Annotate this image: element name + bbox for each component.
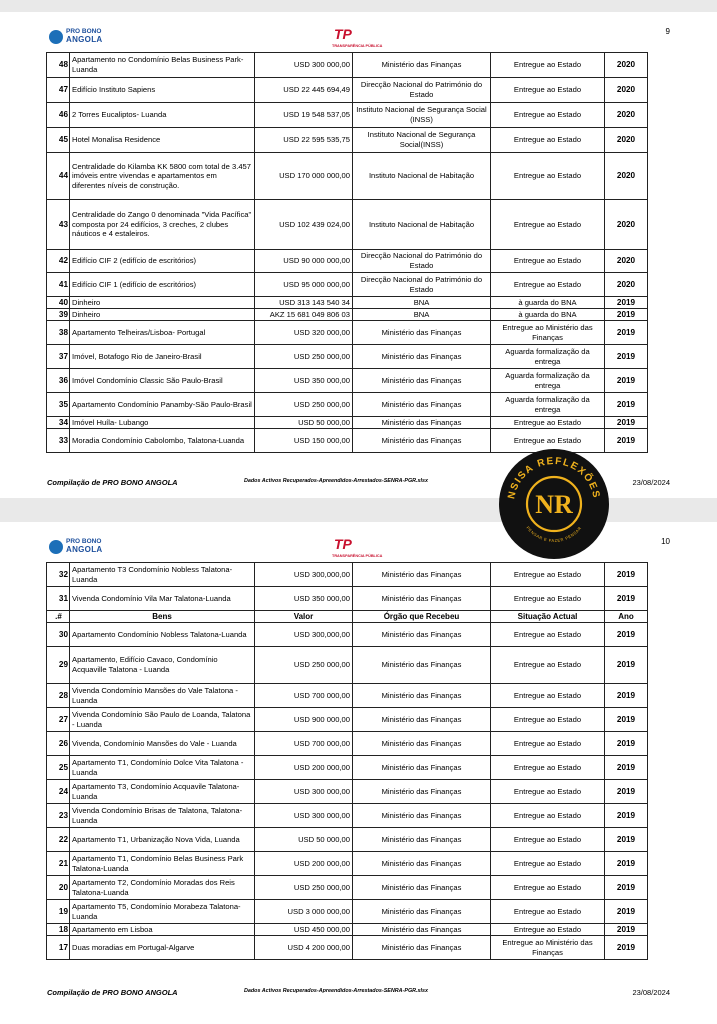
cell-valor: USD 3 000 000,00 bbox=[255, 900, 353, 924]
cell-valor: USD 450 000,00 bbox=[255, 924, 353, 936]
cell-valor: USD 300,000,00 bbox=[255, 563, 353, 587]
cell-bens: Edifício CIF 2 (edifício de escritórios) bbox=[70, 250, 255, 273]
cell-valor: USD 313 143 540 34 bbox=[255, 297, 353, 309]
assets-table bbox=[46, 52, 648, 453]
cell-n: 42 bbox=[47, 250, 70, 273]
table-row bbox=[47, 297, 648, 309]
cell-orgao: Ministério das Finanças bbox=[353, 321, 491, 345]
cell-orgao: Ministério das Finanças bbox=[353, 587, 491, 611]
cell-ano: 2019 bbox=[605, 393, 648, 417]
table-row bbox=[47, 684, 648, 708]
cell-ano: 2019 bbox=[605, 563, 648, 587]
cell-n: 24 bbox=[47, 780, 70, 804]
cell-ano: 2020 bbox=[605, 103, 648, 128]
cell-n: 26 bbox=[47, 732, 70, 756]
footer-compilation: Compilação de PRO BONO ANGOLA bbox=[47, 988, 178, 997]
cell-bens: Edifício Instituto Sapiens bbox=[70, 78, 255, 103]
cell-bens: Vivenda, Condomínio Mansões do Vale - Luanda bbox=[70, 732, 255, 756]
cell-ano: 2019 bbox=[605, 417, 648, 429]
footer-date: 23/08/2024 bbox=[632, 478, 670, 487]
cell-bens: Moradia Condomínio Cabolombo, Talatona-Luanda bbox=[70, 429, 255, 453]
cell-bens: Centralidade do Zango 0 denominada "Vida Pacífica" composta por 24 edifícios, 3 creches, 2 clubes náuticos e 4 estaleiros. bbox=[70, 200, 255, 250]
cell-situacao: Entregue ao Estado bbox=[491, 708, 605, 732]
cell-bens: Apartamento T1, Condomínio Belas Business Park Talatona-Luanda bbox=[70, 852, 255, 876]
cell-situacao: Entregue ao Estado bbox=[491, 250, 605, 273]
cell-valor: USD 4 200 000,00 bbox=[255, 936, 353, 960]
table-row bbox=[47, 200, 648, 250]
cell-ano: 2020 bbox=[605, 128, 648, 153]
cell-orgao: Ministério das Finanças bbox=[353, 393, 491, 417]
cell-valor: USD 50 000,00 bbox=[255, 828, 353, 852]
cell-orgao: Ministério das Finanças bbox=[353, 876, 491, 900]
cell-bens: Apartamento Telheiras/Lisboa- Portugal bbox=[70, 321, 255, 345]
cell-orgao: Ministério das Finanças bbox=[353, 417, 491, 429]
table-row bbox=[47, 250, 648, 273]
cell-orgao: Ministério das Finanças bbox=[353, 852, 491, 876]
cell-n: 48 bbox=[47, 53, 70, 78]
cell-ano: 2019 bbox=[605, 900, 648, 924]
tp-mark: TP bbox=[334, 26, 352, 42]
cell-ano: 2019 bbox=[605, 804, 648, 828]
table-row bbox=[47, 936, 648, 960]
cell-valor: USD 300 000,00 bbox=[255, 780, 353, 804]
cell-n: .# bbox=[47, 611, 70, 623]
cell-orgao: Direcção Nacional do Património do Estado bbox=[353, 78, 491, 103]
cell-n: 31 bbox=[47, 587, 70, 611]
cell-valor: USD 22 595 535,75 bbox=[255, 128, 353, 153]
cell-n: 27 bbox=[47, 708, 70, 732]
table-row bbox=[47, 876, 648, 900]
cell-ano: 2019 bbox=[605, 429, 648, 453]
cell-valor: AKZ 15 681 049 806 03 bbox=[255, 309, 353, 321]
footer-date: 23/08/2024 bbox=[632, 988, 670, 997]
nsisa-reflexoes-seal bbox=[498, 448, 610, 560]
table-row bbox=[47, 828, 648, 852]
cell-valor: USD 700 000,00 bbox=[255, 684, 353, 708]
transparencia-publica-logo bbox=[332, 26, 392, 52]
cell-situacao: Entregue ao Estado bbox=[491, 852, 605, 876]
cell-valor: USD 250 000,00 bbox=[255, 345, 353, 369]
cell-bens: Apartamento Condomínio Panamby-São Paulo-Brasil bbox=[70, 393, 255, 417]
cell-situacao: Entregue ao Estado bbox=[491, 647, 605, 684]
table-row bbox=[47, 563, 648, 587]
cell-bens: Bens bbox=[70, 611, 255, 623]
cell-ano: 2019 bbox=[605, 587, 648, 611]
cell-n: 30 bbox=[47, 623, 70, 647]
cell-orgao: Ministério das Finanças bbox=[353, 53, 491, 78]
cell-situacao: Aguarda formalização da entrega bbox=[491, 369, 605, 393]
cell-bens: Vivenda Condomínio Vila Mar Talatona-Luanda bbox=[70, 587, 255, 611]
table-row bbox=[47, 53, 648, 78]
assets-table bbox=[46, 562, 648, 960]
cell-orgao: Ministério das Finanças bbox=[353, 924, 491, 936]
cell-orgao: Órgão que Recebeu bbox=[353, 611, 491, 623]
cell-orgao: Ministério das Finanças bbox=[353, 828, 491, 852]
cell-n: 39 bbox=[47, 309, 70, 321]
cell-situacao: Entregue ao Estado bbox=[491, 429, 605, 453]
globe-icon bbox=[49, 540, 63, 554]
cell-valor: USD 170 000 000,00 bbox=[255, 153, 353, 200]
cell-bens: Centralidade do Kilamba KK 5800 com total de 3.457 imóveis entre vivendas e apartamentos em diferentes níveis de construção. bbox=[70, 153, 255, 200]
cell-ano: 2019 bbox=[605, 828, 648, 852]
cell-ano: 2020 bbox=[605, 78, 648, 103]
cell-bens: Vivenda Condomínio Mansões do Vale Talatona - Luanda bbox=[70, 684, 255, 708]
cell-n: 19 bbox=[47, 900, 70, 924]
cell-situacao: Entregue ao Estado bbox=[491, 103, 605, 128]
pro-bono-angola-logo bbox=[49, 28, 109, 48]
seal-top-text: NSISA REFLEXÕES bbox=[506, 455, 602, 500]
document-page-10 bbox=[0, 522, 717, 1024]
cell-valor: USD 200 000,00 bbox=[255, 756, 353, 780]
cell-orgao: Ministério das Finanças bbox=[353, 647, 491, 684]
cell-orgao: Ministério das Finanças bbox=[353, 684, 491, 708]
table-row bbox=[47, 900, 648, 924]
cell-situacao: Entregue ao Estado bbox=[491, 732, 605, 756]
transparencia-publica-logo bbox=[332, 536, 392, 562]
cell-valor: USD 320 000,00 bbox=[255, 321, 353, 345]
cell-bens: Apartamento T1, Condomínio Dolce Vita Talatona - Luanda bbox=[70, 756, 255, 780]
cell-situacao: Entregue ao Estado bbox=[491, 756, 605, 780]
footer-filename: Dados Activos Recuperados-Apreendidos-Arrestados-SENRA-PGR.xlsx bbox=[244, 478, 429, 484]
cell-orgao: Ministério das Finanças bbox=[353, 369, 491, 393]
cell-situacao: Entregue ao Estado bbox=[491, 587, 605, 611]
cell-ano: 2019 bbox=[605, 876, 648, 900]
cell-n: 22 bbox=[47, 828, 70, 852]
cell-orgao: Ministério das Finanças bbox=[353, 708, 491, 732]
cell-orgao: Direcção Nacional do Património do Estado bbox=[353, 250, 491, 273]
cell-bens: Vivenda Condomínio Brisas de Talatona, Talatona-Luanda bbox=[70, 804, 255, 828]
seal-bottom-text: PENSAR E FAZER PENSAR bbox=[525, 525, 583, 544]
table-row bbox=[47, 708, 648, 732]
cell-orgao: Ministério das Finanças bbox=[353, 623, 491, 647]
cell-situacao: Entregue ao Estado bbox=[491, 684, 605, 708]
table-row bbox=[47, 417, 648, 429]
cell-situacao: à guarda do BNA bbox=[491, 297, 605, 309]
footer-compilation: Compilação de PRO BONO ANGOLA bbox=[47, 478, 178, 487]
table-row bbox=[47, 587, 648, 611]
logo-text-line1: PRO BONO bbox=[66, 28, 102, 35]
cell-orgao: Instituto Nacional de Segurança Social(INSS) bbox=[353, 128, 491, 153]
cell-n: 18 bbox=[47, 924, 70, 936]
cell-orgao: Ministério das Finanças bbox=[353, 732, 491, 756]
cell-n: 45 bbox=[47, 128, 70, 153]
cell-situacao: Entregue ao Estado bbox=[491, 563, 605, 587]
cell-ano: 2019 bbox=[605, 623, 648, 647]
cell-n: 43 bbox=[47, 200, 70, 250]
cell-orgao: BNA bbox=[353, 297, 491, 309]
table-row bbox=[47, 273, 648, 297]
cell-orgao: Ministério das Finanças bbox=[353, 345, 491, 369]
cell-ano: 2019 bbox=[605, 732, 648, 756]
cell-bens: Apartamento Condomínio Nobless Talatona-Luanda bbox=[70, 623, 255, 647]
table-row bbox=[47, 78, 648, 103]
cell-n: 36 bbox=[47, 369, 70, 393]
cell-orgao: Ministério das Finanças bbox=[353, 804, 491, 828]
cell-n: 25 bbox=[47, 756, 70, 780]
cell-bens: Apartamento, Edifício Cavaco, Condomínio Acquaville Talatona - Luanda bbox=[70, 647, 255, 684]
cell-ano: 2020 bbox=[605, 153, 648, 200]
table-header-row bbox=[47, 611, 648, 623]
cell-n: 23 bbox=[47, 804, 70, 828]
cell-ano: 2019 bbox=[605, 708, 648, 732]
cell-bens: Apartamento em Lisboa bbox=[70, 924, 255, 936]
table-row bbox=[47, 852, 648, 876]
cell-bens: Dinheiro bbox=[70, 297, 255, 309]
cell-orgao: Ministério das Finanças bbox=[353, 563, 491, 587]
table-row bbox=[47, 153, 648, 200]
cell-bens: Imóvel, Botafogo Rio de Janeiro-Brasil bbox=[70, 345, 255, 369]
cell-bens: Hotel Monalisa Residence bbox=[70, 128, 255, 153]
cell-orgao: BNA bbox=[353, 309, 491, 321]
cell-bens: Apartamento T3 Condomínio Nobless Talatona-Luanda bbox=[70, 563, 255, 587]
cell-n: 32 bbox=[47, 563, 70, 587]
cell-situacao: Entregue ao Ministério das Finanças bbox=[491, 936, 605, 960]
cell-n: 47 bbox=[47, 78, 70, 103]
cell-ano: 2020 bbox=[605, 53, 648, 78]
cell-valor: USD 350 000,00 bbox=[255, 587, 353, 611]
table-row bbox=[47, 780, 648, 804]
cell-ano: 2020 bbox=[605, 200, 648, 250]
cell-valor: USD 102 439 024,00 bbox=[255, 200, 353, 250]
cell-situacao: Entregue ao Estado bbox=[491, 780, 605, 804]
cell-n: 41 bbox=[47, 273, 70, 297]
cell-orgao: Ministério das Finanças bbox=[353, 756, 491, 780]
cell-situacao: Entregue ao Estado bbox=[491, 924, 605, 936]
cell-ano: 2019 bbox=[605, 756, 648, 780]
cell-n: 17 bbox=[47, 936, 70, 960]
cell-n: 38 bbox=[47, 321, 70, 345]
cell-ano: 2019 bbox=[605, 321, 648, 345]
cell-situacao: Entregue ao Estado bbox=[491, 153, 605, 200]
cell-ano: 2019 bbox=[605, 297, 648, 309]
cell-orgao: Ministério das Finanças bbox=[353, 429, 491, 453]
cell-valor: USD 19 548 537,05 bbox=[255, 103, 353, 128]
table-row bbox=[47, 103, 648, 128]
cell-situacao: Entregue ao Estado bbox=[491, 128, 605, 153]
page-number: 9 bbox=[665, 27, 670, 36]
cell-n: 28 bbox=[47, 684, 70, 708]
tp-mark: TP bbox=[334, 536, 352, 552]
cell-orgao: Instituto Nacional de Segurança Social (INSS) bbox=[353, 103, 491, 128]
cell-valor: USD 150 000,00 bbox=[255, 429, 353, 453]
cell-ano: Ano bbox=[605, 611, 648, 623]
cell-bens: Vivenda Condomínio São Paulo de Loanda, Talatona - Luanda bbox=[70, 708, 255, 732]
cell-ano: 2020 bbox=[605, 273, 648, 297]
cell-valor: USD 350 000,00 bbox=[255, 369, 353, 393]
cell-situacao: Entregue ao Estado bbox=[491, 200, 605, 250]
cell-valor: USD 250 000,00 bbox=[255, 876, 353, 900]
table-row bbox=[47, 393, 648, 417]
cell-n: 40 bbox=[47, 297, 70, 309]
cell-bens: Duas moradias em Portugal-Algarve bbox=[70, 936, 255, 960]
cell-ano: 2019 bbox=[605, 936, 648, 960]
cell-n: 37 bbox=[47, 345, 70, 369]
cell-valor: USD 95 000 000,00 bbox=[255, 273, 353, 297]
seal-monogram: NR bbox=[535, 490, 573, 519]
tp-subtitle: TRANSPARÊNCIA PÚBLICA bbox=[332, 554, 383, 558]
cell-valor: USD 250 000,00 bbox=[255, 393, 353, 417]
cell-ano: 2019 bbox=[605, 345, 648, 369]
cell-orgao: Instituto Nacional de Habitação bbox=[353, 153, 491, 200]
cell-bens: Dinheiro bbox=[70, 309, 255, 321]
cell-bens: Apartamento T1, Urbanização Nova Vida, Luanda bbox=[70, 828, 255, 852]
cell-valor: USD 900 000,00 bbox=[255, 708, 353, 732]
table-row bbox=[47, 128, 648, 153]
cell-bens: Edifício CIF 1 (edifício de escritórios) bbox=[70, 273, 255, 297]
cell-ano: 2019 bbox=[605, 852, 648, 876]
cell-valor: USD 200 000,00 bbox=[255, 852, 353, 876]
cell-bens: Apartamento no Condomínio Belas Business Park-Luanda bbox=[70, 53, 255, 78]
logo-text-line2: ANGOLA bbox=[66, 35, 103, 44]
table-row bbox=[47, 732, 648, 756]
cell-valor: USD 250 000,00 bbox=[255, 647, 353, 684]
table-row bbox=[47, 321, 648, 345]
cell-n: 44 bbox=[47, 153, 70, 200]
cell-n: 46 bbox=[47, 103, 70, 128]
cell-situacao: Entregue ao Estado bbox=[491, 876, 605, 900]
pro-bono-angola-logo bbox=[49, 538, 109, 558]
cell-bens: Imóvel Huíla- Lubango bbox=[70, 417, 255, 429]
table-row bbox=[47, 623, 648, 647]
table-row bbox=[47, 369, 648, 393]
cell-bens: Apartamento T3, Condomínio Acquavile Talatona-Luanda bbox=[70, 780, 255, 804]
cell-valor: Valor bbox=[255, 611, 353, 623]
cell-valor: USD 700 000,00 bbox=[255, 732, 353, 756]
cell-situacao: Aguarda formalização da entrega bbox=[491, 393, 605, 417]
cell-ano: 2019 bbox=[605, 309, 648, 321]
cell-n: 20 bbox=[47, 876, 70, 900]
globe-icon bbox=[49, 30, 63, 44]
cell-bens: 2 Torres Eucaliptos- Luanda bbox=[70, 103, 255, 128]
cell-orgao: Ministério das Finanças bbox=[353, 780, 491, 804]
cell-orgao: Ministério das Finanças bbox=[353, 936, 491, 960]
cell-n: 35 bbox=[47, 393, 70, 417]
page-number: 10 bbox=[661, 537, 670, 546]
cell-orgao: Direcção Nacional do Património do Estado bbox=[353, 273, 491, 297]
cell-situacao: Entregue ao Estado bbox=[491, 78, 605, 103]
cell-ano: 2019 bbox=[605, 684, 648, 708]
table-row bbox=[47, 309, 648, 321]
tp-subtitle: TRANSPARÊNCIA PÚBLICA bbox=[332, 44, 383, 48]
cell-ano: 2019 bbox=[605, 369, 648, 393]
cell-situacao: Entregue ao Estado bbox=[491, 623, 605, 647]
cell-situacao: Entregue ao Ministério das Finanças bbox=[491, 321, 605, 345]
table-row bbox=[47, 804, 648, 828]
logo-text-line1: PRO BONO bbox=[66, 538, 102, 545]
cell-bens: Apartamento T5, Condomínio Morabeza Talatona-Luanda bbox=[70, 900, 255, 924]
cell-situacao: Situação Actual bbox=[491, 611, 605, 623]
cell-orgao: Instituto Nacional de Habitação bbox=[353, 200, 491, 250]
cell-situacao: Aguarda formalização da entrega bbox=[491, 345, 605, 369]
cell-bens: Apartamento T2, Condomínio Moradas dos Reis Talatona-Luanda bbox=[70, 876, 255, 900]
table-row bbox=[47, 924, 648, 936]
cell-valor: USD 90 000 000,00 bbox=[255, 250, 353, 273]
cell-situacao: Entregue ao Estado bbox=[491, 273, 605, 297]
cell-situacao: à guarda do BNA bbox=[491, 309, 605, 321]
table-row bbox=[47, 345, 648, 369]
table-row bbox=[47, 647, 648, 684]
cell-valor: USD 50 000,00 bbox=[255, 417, 353, 429]
cell-n: 21 bbox=[47, 852, 70, 876]
cell-valor: USD 300 000,00 bbox=[255, 53, 353, 78]
cell-orgao: Ministério das Finanças bbox=[353, 900, 491, 924]
cell-valor: USD 300 000,00 bbox=[255, 804, 353, 828]
cell-valor: USD 300,000,00 bbox=[255, 623, 353, 647]
cell-n: 34 bbox=[47, 417, 70, 429]
cell-situacao: Entregue ao Estado bbox=[491, 828, 605, 852]
cell-ano: 2019 bbox=[605, 647, 648, 684]
table-row bbox=[47, 756, 648, 780]
cell-valor: USD 22 445 694,49 bbox=[255, 78, 353, 103]
cell-ano: 2019 bbox=[605, 924, 648, 936]
cell-situacao: Entregue ao Estado bbox=[491, 804, 605, 828]
logo-text-line2: ANGOLA bbox=[66, 545, 103, 554]
cell-situacao: Entregue ao Estado bbox=[491, 900, 605, 924]
cell-ano: 2019 bbox=[605, 780, 648, 804]
cell-n: 29 bbox=[47, 647, 70, 684]
cell-n: 33 bbox=[47, 429, 70, 453]
cell-situacao: Entregue ao Estado bbox=[491, 417, 605, 429]
cell-ano: 2020 bbox=[605, 250, 648, 273]
document-page-9 bbox=[0, 12, 717, 498]
cell-situacao: Entregue ao Estado bbox=[491, 53, 605, 78]
cell-bens: Imóvel Condomínio Classic São Paulo-Brasil bbox=[70, 369, 255, 393]
footer-filename: Dados Activos Recuperados-Apreendidos-Arrestados-SENRA-PGR.xlsx bbox=[244, 988, 429, 994]
